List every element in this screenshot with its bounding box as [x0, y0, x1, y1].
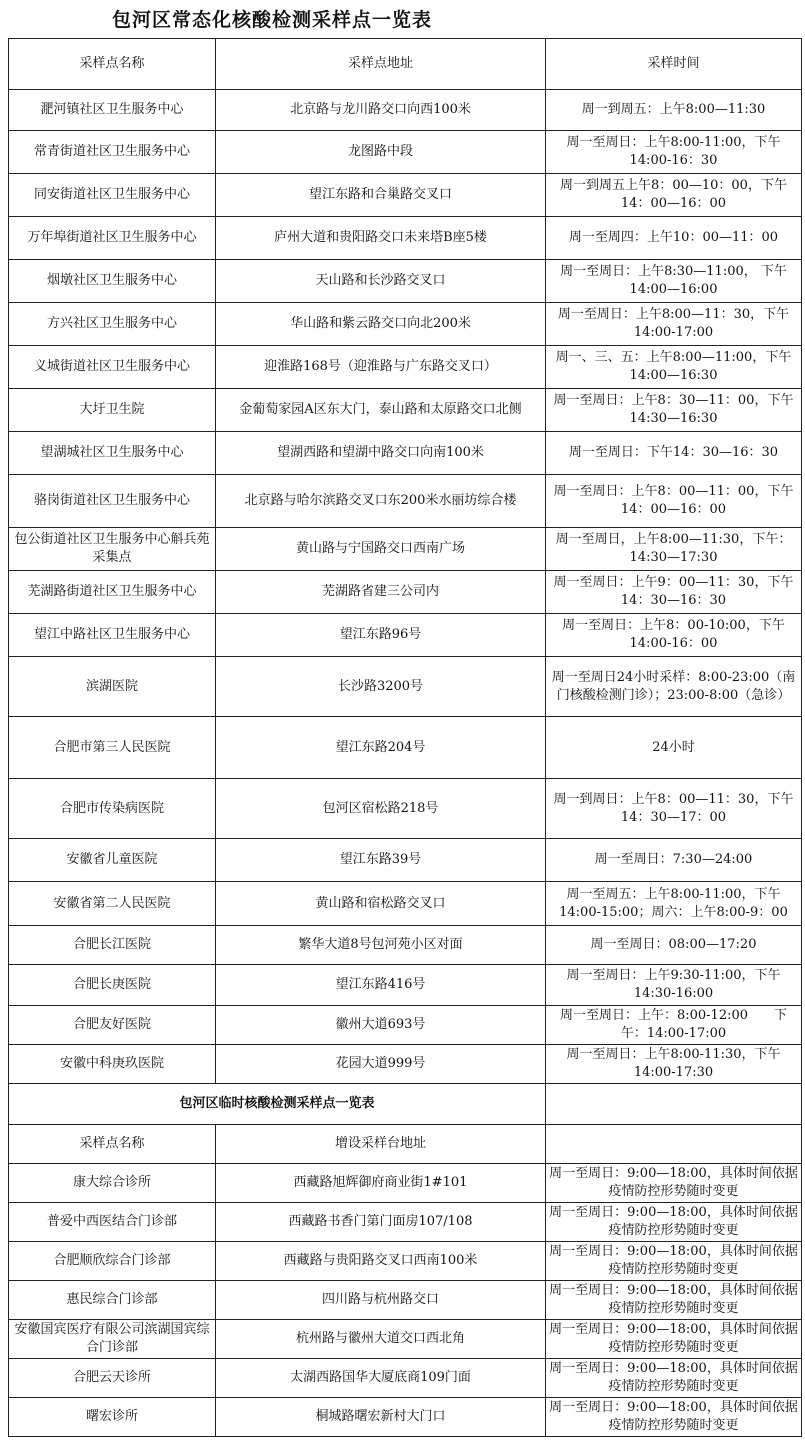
site-name: 合肥市第三人民医院: [9, 717, 216, 779]
table-row: [9, 1045, 802, 1084]
temp-site-time: 周一至周日：9:00—18:00，具体时间依据疫情防控形势随时变更: [546, 1203, 802, 1242]
table-row: [9, 174, 802, 217]
site-address: 龙图路中段: [216, 131, 546, 174]
site-name: 合肥长江医院: [9, 926, 216, 965]
temp-site-name: 曙宏诊所: [9, 1398, 216, 1437]
temp-site-address: 西藏路书香门第门面房107/108: [216, 1203, 546, 1242]
table-row: [9, 1164, 802, 1203]
site-name: 义城街道社区卫生服务中心: [9, 346, 216, 389]
table-row: [9, 1320, 802, 1359]
temp-header-row: [9, 1125, 802, 1164]
site-time: 周一到周五上午8：00—10：00，下午14：00—16：00: [546, 174, 802, 217]
site-name: 方兴社区卫生服务中心: [9, 303, 216, 346]
site-time: 周一至周日：上午8：00—11：00，下午14：00—16：00: [546, 475, 802, 528]
page-title: 包河区常态化核酸检测采样点一览表: [112, 9, 433, 31]
table-row: [9, 1242, 802, 1281]
site-time: 周一至周日：上午9:30-11:00，下午14:30-16:00: [546, 965, 802, 1006]
temp-site-name: 安徽国宾医疗有限公司滨湖国宾综合门诊部: [9, 1320, 216, 1359]
temp-site-address: 桐城路曙宏新村大门口: [216, 1398, 546, 1437]
site-address: 迎淮路168号（迎淮路与广东路交叉口）: [216, 346, 546, 389]
table-row: [9, 614, 802, 657]
site-name: 包公街道社区卫生服务中心斛兵苑采集点: [9, 528, 216, 571]
table-row: [9, 389, 802, 432]
site-time: 周一到周五：上午8:00—11:30: [546, 90, 802, 131]
site-name: 安徽中科庚玖医院: [9, 1045, 216, 1084]
site-address: 徽州大道693号: [216, 1006, 546, 1045]
table-row: [9, 217, 802, 260]
site-address: 望江东路204号: [216, 717, 546, 779]
temp-site-name: 普爱中西医结合门诊部: [9, 1203, 216, 1242]
temp-section-title: 包河区临时核酸检测采样点一览表: [9, 1084, 546, 1125]
header-row: [9, 39, 802, 90]
table-row: [9, 839, 802, 882]
table-row: [9, 346, 802, 389]
table-row: [9, 882, 802, 926]
sampling-sites-table: [8, 38, 802, 1437]
site-name: 合肥长庚医院: [9, 965, 216, 1006]
site-time: 24小时: [546, 717, 802, 779]
table-row: [9, 1281, 802, 1320]
site-time: 周一至周日：上午9：00—11：30，下午14：30—16：30: [546, 571, 802, 614]
table-row: [9, 1006, 802, 1045]
temp-header-name: 采样点名称: [9, 1125, 216, 1164]
site-time: 周一至周日：上午8：30—11：00，下午14:30—16:30: [546, 389, 802, 432]
site-name: 合肥市传染病医院: [9, 779, 216, 839]
site-name: 同安街道社区卫生服务中心: [9, 174, 216, 217]
table-row: [9, 965, 802, 1006]
table-row: [9, 1359, 802, 1398]
table-body: [9, 39, 802, 1437]
site-time: 周一至周四：上午10：00—11：00: [546, 217, 802, 260]
site-time: 周一至周日：下午14：30—16：30: [546, 432, 802, 475]
site-address: 黄山路与宁国路交口西南广场: [216, 528, 546, 571]
table-row: [9, 571, 802, 614]
site-address: 北京路与龙川路交口向西100米: [216, 90, 546, 131]
site-time: 周一至周日：上午：8:00-12:00 下午：14:00-17:00: [546, 1006, 802, 1045]
temp-site-time: 周一至周日：9:00—18:00，具体时间依据疫情防控形势随时变更: [546, 1242, 802, 1281]
table-row: [9, 1203, 802, 1242]
site-address: 花园大道999号: [216, 1045, 546, 1084]
site-address: 望江东路和合巢路交叉口: [216, 174, 546, 217]
temp-site-name: 合肥顺欣综合门诊部: [9, 1242, 216, 1281]
temp-site-address: 西藏路旭辉御府商业街1#101: [216, 1164, 546, 1203]
site-address: 华山路和紫云路交口向北200米: [216, 303, 546, 346]
table-row: [9, 717, 802, 779]
table-row: [9, 475, 802, 528]
site-name: 芜湖路街道社区卫生服务中心: [9, 571, 216, 614]
site-address: 芜湖路省建三公司内: [216, 571, 546, 614]
site-time: 周一到周日：上午8：00—11：30，下午14：30—17：00: [546, 779, 802, 839]
site-address: 长沙路3200号: [216, 657, 546, 717]
header-name: 采样点名称: [9, 39, 216, 90]
site-address: 望湖西路和望湖中路交口向南100米: [216, 432, 546, 475]
site-name: 常青街道社区卫生服务中心: [9, 131, 216, 174]
temp-site-address: 杭州路与徽州大道交口西北角: [216, 1320, 546, 1359]
table-row: [9, 432, 802, 475]
table-row: [9, 528, 802, 571]
site-time: 周一至周日：7:30—24:00: [546, 839, 802, 882]
site-time: 周一至周日：08:00—17:20: [546, 926, 802, 965]
site-name: 淝河镇社区卫生服务中心: [9, 90, 216, 131]
site-time: 周一至周日：上午8:00-11:30，下午14:00-17:30: [546, 1045, 802, 1084]
table-row: [9, 926, 802, 965]
site-time: 周一至周五：上午8:00-11:00，下午14:00-15:00；周六：上午8:00-9：00: [546, 882, 802, 926]
temp-site-time: 周一至周日：9:00—18:00，具体时间依据疫情防控形势随时变更: [546, 1164, 802, 1203]
site-address: 天山路和长沙路交叉口: [216, 260, 546, 303]
table-row: [9, 90, 802, 131]
site-address: 金葡萄家园A区东大门，泰山路和太原路交口北侧: [216, 389, 546, 432]
table-row: [9, 779, 802, 839]
site-name: 合肥友好医院: [9, 1006, 216, 1045]
site-name: 望江中路社区卫生服务中心: [9, 614, 216, 657]
site-name: 骆岗街道社区卫生服务中心: [9, 475, 216, 528]
site-name: 大圩卫生院: [9, 389, 216, 432]
table-row: [9, 260, 802, 303]
site-name: 滨湖医院: [9, 657, 216, 717]
table-row: [9, 657, 802, 717]
temp-site-address: 西藏路与贵阳路交叉口西南100米: [216, 1242, 546, 1281]
temp-site-time: 周一至周日：9:00—18:00，具体时间依据疫情防控形势随时变更: [546, 1281, 802, 1320]
site-time: 周一至周日：上午8：00-10:00，下午14:00-16：00: [546, 614, 802, 657]
empty-cell: [546, 1084, 802, 1125]
site-address: 望江东路96号: [216, 614, 546, 657]
header-address: 采样点地址: [216, 39, 546, 90]
site-name: 烟墩社区卫生服务中心: [9, 260, 216, 303]
table-row: [9, 131, 802, 174]
empty-cell: [546, 1125, 802, 1164]
site-address: 北京路与哈尔滨路交叉口东200米水丽坊综合楼: [216, 475, 546, 528]
section-title-row: [9, 1084, 802, 1125]
site-name: 万年埠街道社区卫生服务中心: [9, 217, 216, 260]
temp-site-name: 惠民综合门诊部: [9, 1281, 216, 1320]
table-row: [9, 303, 802, 346]
site-address: 望江东路416号: [216, 965, 546, 1006]
site-name: 安徽省第二人民医院: [9, 882, 216, 926]
site-name: 安徽省儿童医院: [9, 839, 216, 882]
header-time: 采样时间: [546, 39, 802, 90]
temp-site-time: 周一至周日：9:00—18:00，具体时间依据疫情防控形势随时变更: [546, 1320, 802, 1359]
temp-site-address: 太湖西路国华大厦底商109门面: [216, 1359, 546, 1398]
temp-site-time: 周一至周日：9:00—18:00，具体时间依据疫情防控形势随时变更: [546, 1398, 802, 1437]
site-time: 周一至周日：上午8:00—11：30，下午14:00-17:00: [546, 303, 802, 346]
site-address: 望江东路39号: [216, 839, 546, 882]
site-address: 黄山路和宿松路交叉口: [216, 882, 546, 926]
site-time: 周一至周日：上午8:00-11:00，下午14:00-16：30: [546, 131, 802, 174]
site-address: 庐州大道和贵阳路交口未来塔B座5楼: [216, 217, 546, 260]
site-address: 包河区宿松路218号: [216, 779, 546, 839]
temp-site-name: 合肥云天诊所: [9, 1359, 216, 1398]
temp-site-name: 康大综合诊所: [9, 1164, 216, 1203]
site-name: 望湖城社区卫生服务中心: [9, 432, 216, 475]
temp-site-time: 周一至周日：9:00—18:00，具体时间依据疫情防控形势随时变更: [546, 1359, 802, 1398]
site-time: 周一、三、五：上午8:00—11:00，下午14:00—16:30: [546, 346, 802, 389]
site-time: 周一至周日，上午8:00—11:30，下午：14:30—17:30: [546, 528, 802, 571]
site-address: 繁华大道8号包河苑小区对面: [216, 926, 546, 965]
site-time: 周一至周日：上午8:30—11:00， 下午14:00—16:00: [546, 260, 802, 303]
table-row: [9, 1398, 802, 1437]
temp-header-address: 增设采样台地址: [216, 1125, 546, 1164]
site-time: 周一至周日24小时采样：8:00-23:00（南门核酸检测门诊）；23:00-8:00（急诊）: [546, 657, 802, 717]
temp-site-address: 四川路与杭州路交口: [216, 1281, 546, 1320]
page-title-bar: [0, 0, 805, 38]
